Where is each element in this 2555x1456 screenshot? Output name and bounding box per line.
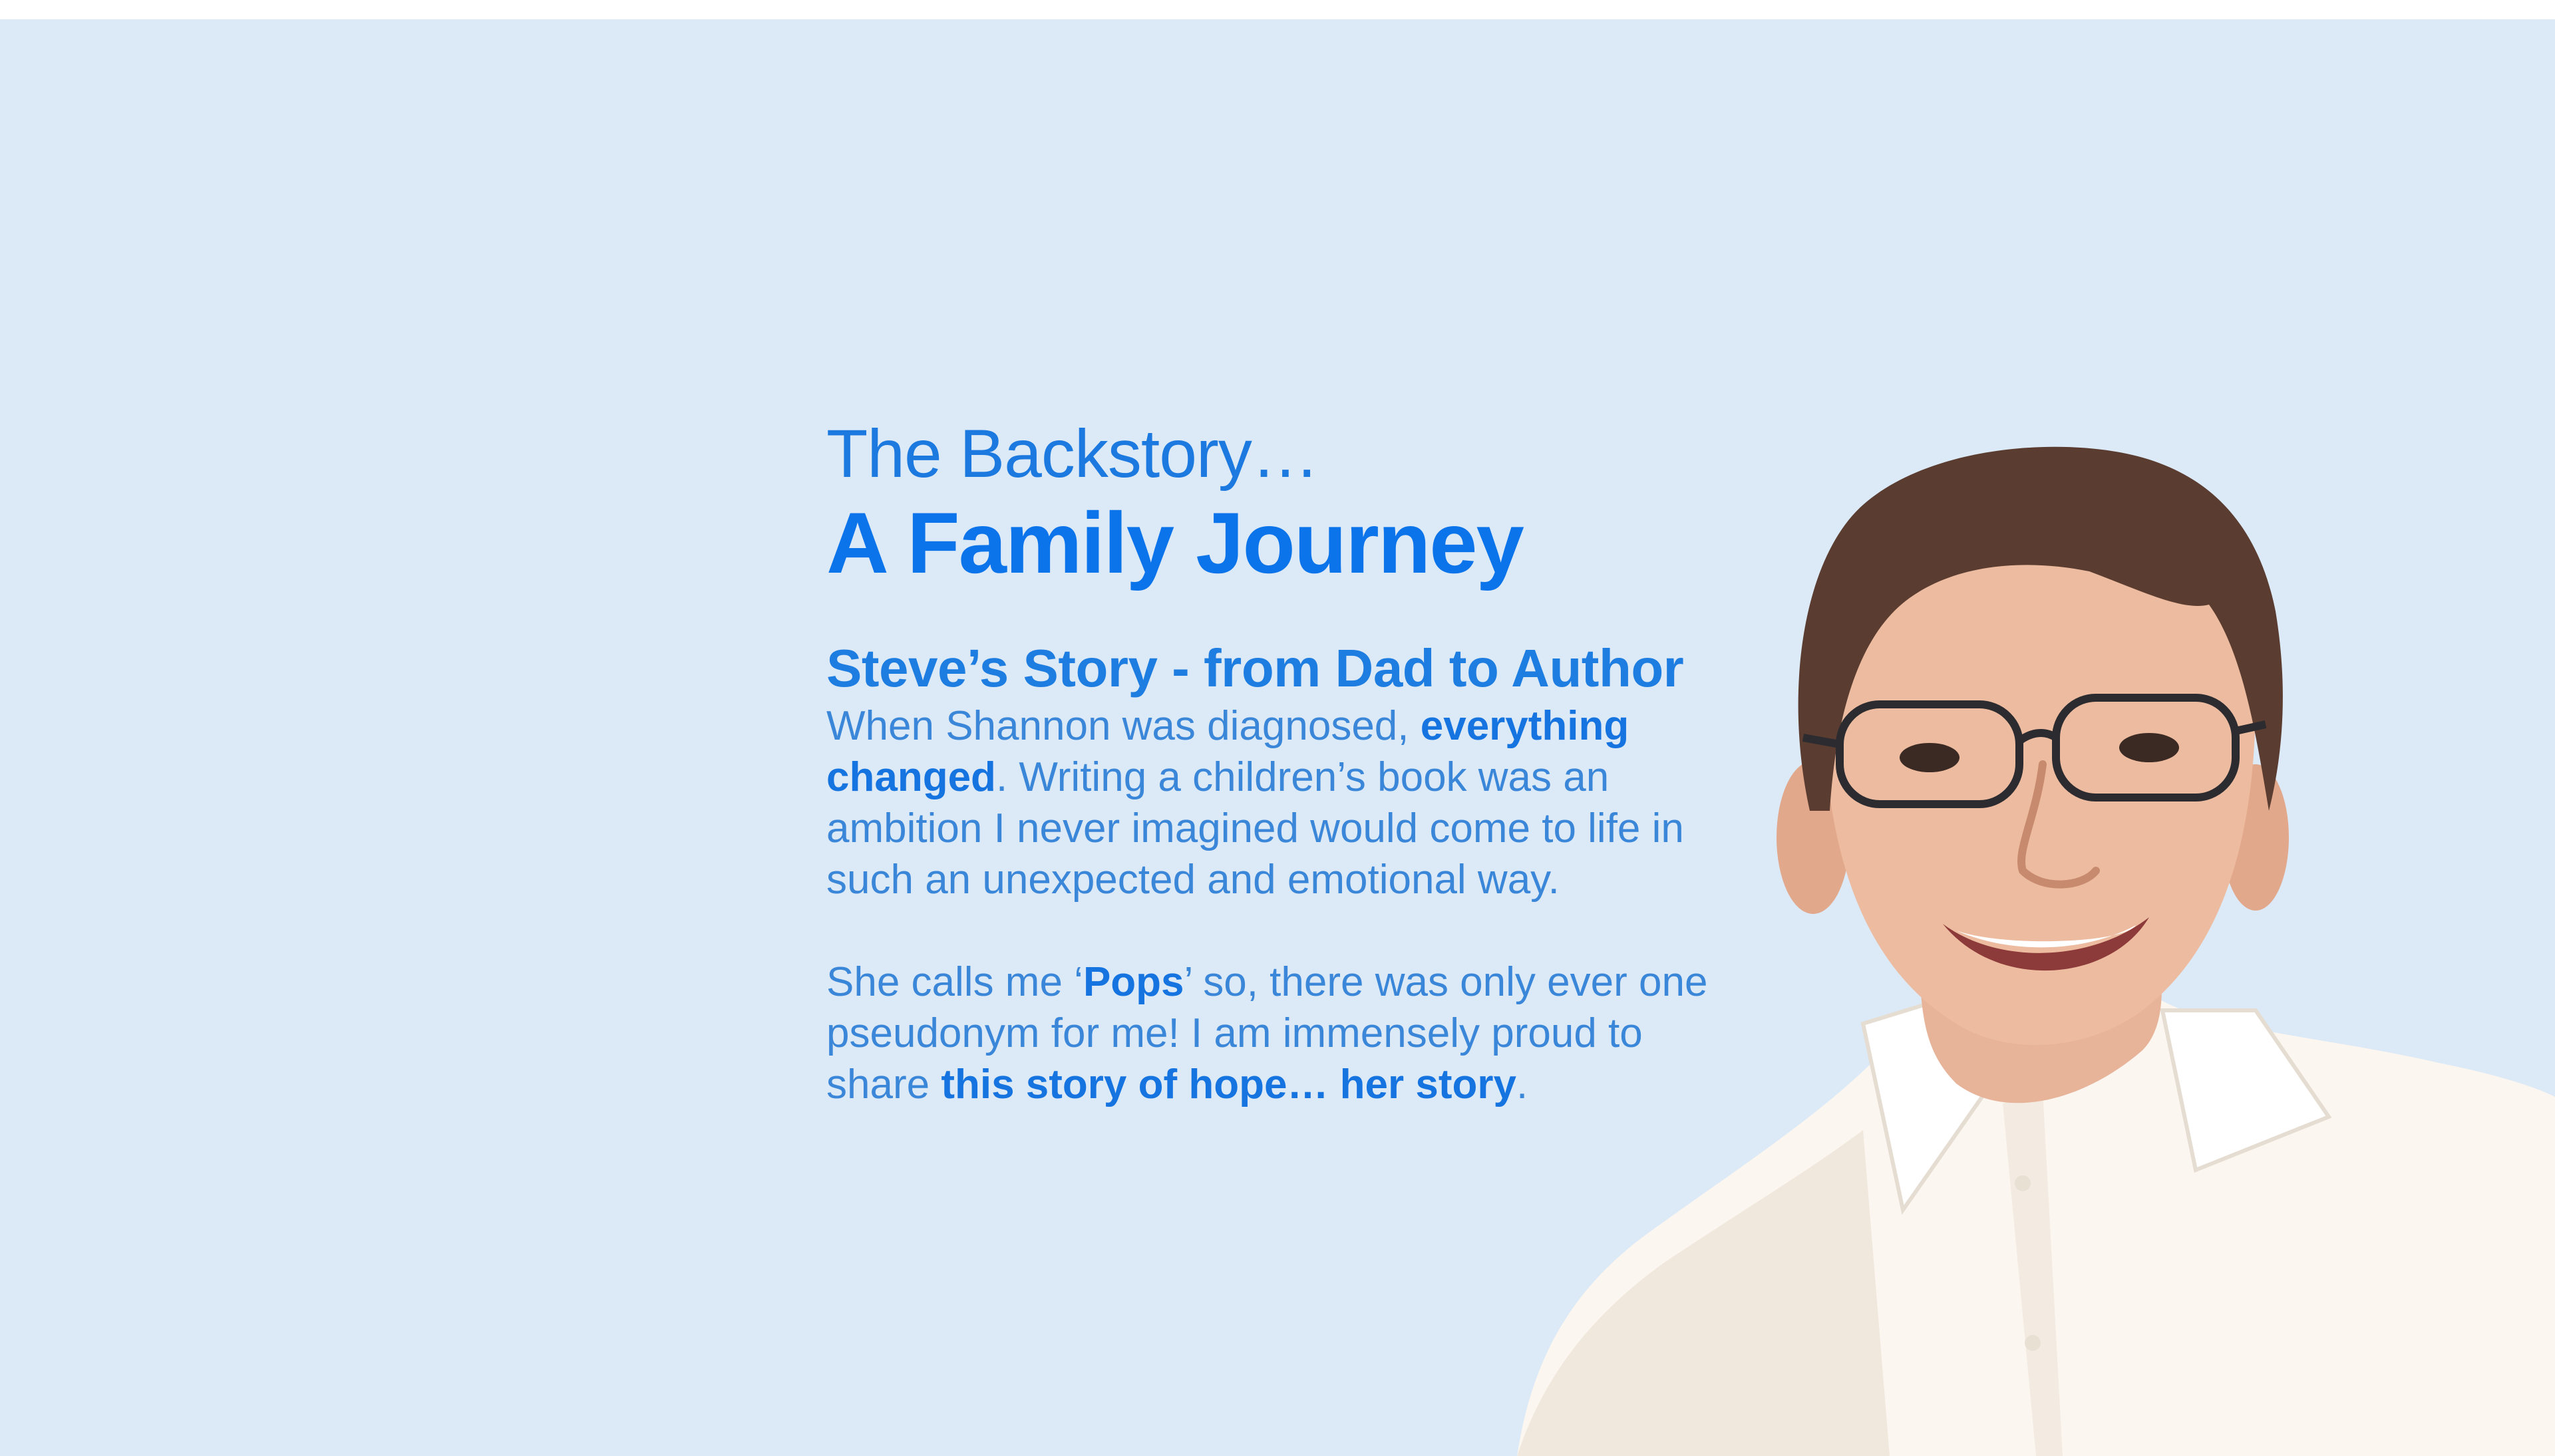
paragraph-1-text-1: When Shannon was diagnosed, — [826, 703, 1421, 749]
portrait-shirt-shade — [1517, 1130, 1890, 1456]
top-strip — [0, 0, 2555, 19]
paragraph-2-text-1: She calls me ‘ — [826, 959, 1083, 1005]
section-kicker: The Backstory… — [826, 416, 1319, 492]
portrait-eye-right — [2119, 733, 2179, 762]
portrait-button-2 — [2025, 1335, 2041, 1351]
portrait-eye-left — [1900, 743, 1959, 772]
paragraph-1-emphasis: everything changed — [826, 703, 1629, 800]
paragraph-2-text-3: . — [1516, 1062, 1528, 1107]
portrait-button-1 — [2015, 1175, 2031, 1191]
author-portrait — [1490, 412, 2555, 1456]
story-subheading: Steve’s Story - from Dad to Author — [826, 639, 1684, 698]
paragraph-1-text-2: . Writing a children’s book was an ambition I never imagined would come to life in such an unexpected and emotional way. — [826, 754, 1684, 903]
paragraph-2-emphasis-story: this story of hope… her story — [941, 1062, 1516, 1107]
paragraph-2-text-2: ’ so, there was only ever one pseudonym for me! I am immensely proud to share — [826, 959, 1708, 1107]
page-title: A Family Journey — [826, 494, 1523, 591]
backstory-panel — [0, 19, 2555, 1456]
paragraph-2-emphasis-pops: Pops — [1083, 959, 1184, 1005]
